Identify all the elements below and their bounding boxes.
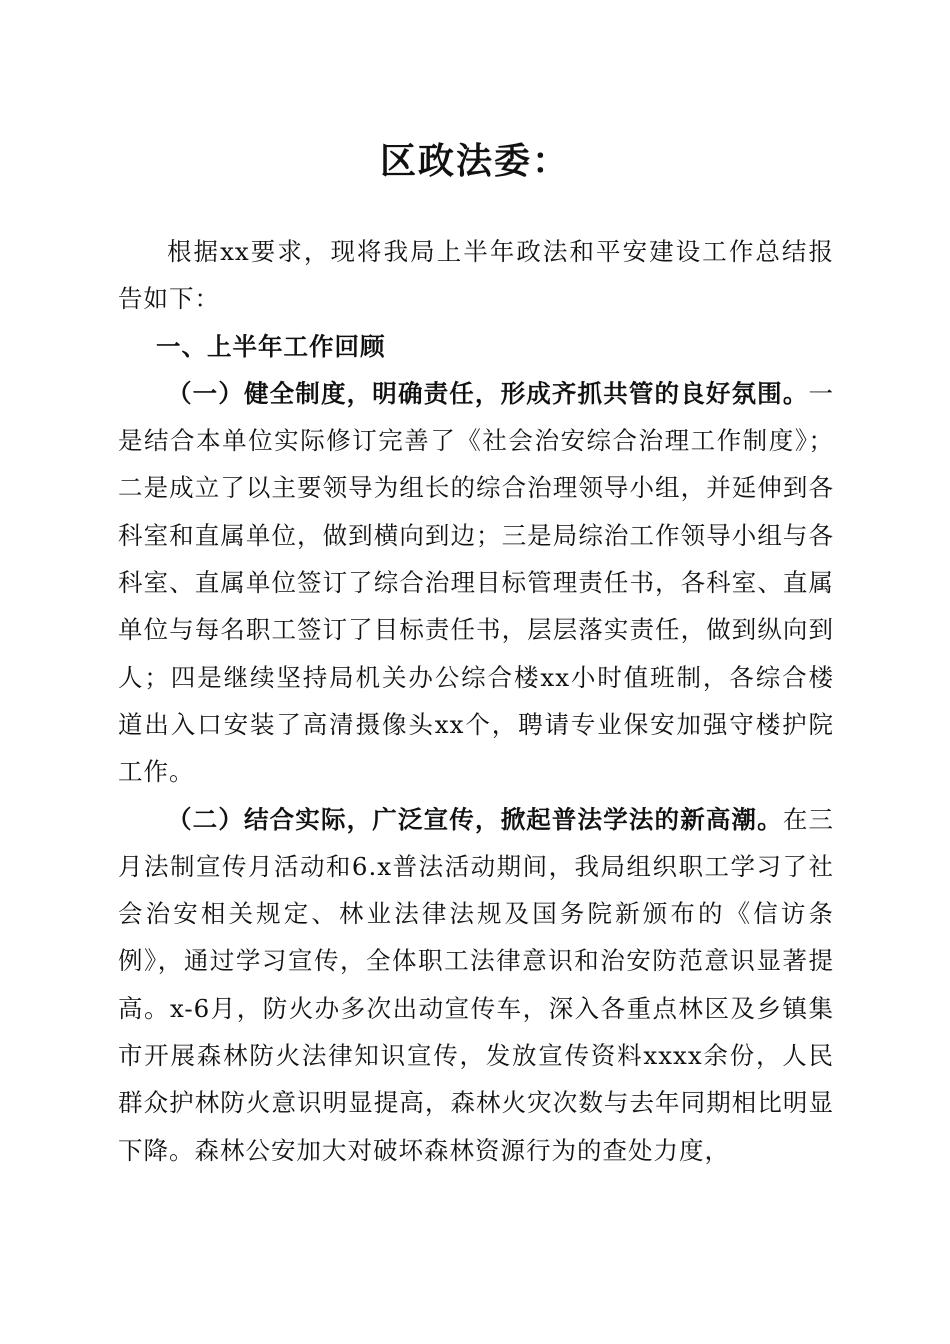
document-title: 区政法委： bbox=[379, 140, 570, 182]
item-body-1: 一是结合本单位实际修订完善了《社会治安综合治理工作制度》；二是成立了以主要领导为组长的综合治理领导小组，并延伸到各科室和直属单位，做到横向到边；三是局综治工作领导小组与各科室、直属单位签订了综合治理目标管理责任书，各科室、直属单位与每名职工签订了目标责任书，层层落实责任，做到纵向到人；四是继续坚持局机关办公综合楼xx小时值班制，各综合楼道出入口安装了高清摄像头xx个，聘请专业保安加强守楼护院工作。 bbox=[118, 378, 834, 787]
intro-paragraph: 根据xx要求，现将我局上半年政法和平安建设工作总结报告如下： bbox=[118, 237, 834, 314]
section-heading-review: 一、上半年工作回顾 bbox=[156, 331, 386, 361]
item-body-2: 在三月法制宣传月活动和6.x普法活动期间，我局组织职工学习了社会治安相关规定、林业法律法规及国务院新颁布的《信访条例》，通过学习宣传，全体职工法律意识和治安防范意识显著提高。x-6月，防火办多次出动宣传车，深入各重点林区及乡镇集市开展森林防火法律知识宣传，发放宣传资料xxxx余份，人民群众护林防火意识明显提高，森林火灾次数与去年同期相比明显下降。森林公安加大对破坏森林资源行为的查处力度， bbox=[118, 804, 835, 1165]
document-body bbox=[118, 228, 834, 1174]
item-paragraph-2 bbox=[118, 796, 834, 1174]
item-heading-1: （一）健全制度，明确责任，形成齐抓共管的良好氛围。 bbox=[167, 378, 809, 408]
item-heading-2: （二）结合实际，广泛宣传，掀起普法学法的新高潮。 bbox=[167, 804, 783, 834]
item-paragraph-1 bbox=[118, 370, 834, 796]
